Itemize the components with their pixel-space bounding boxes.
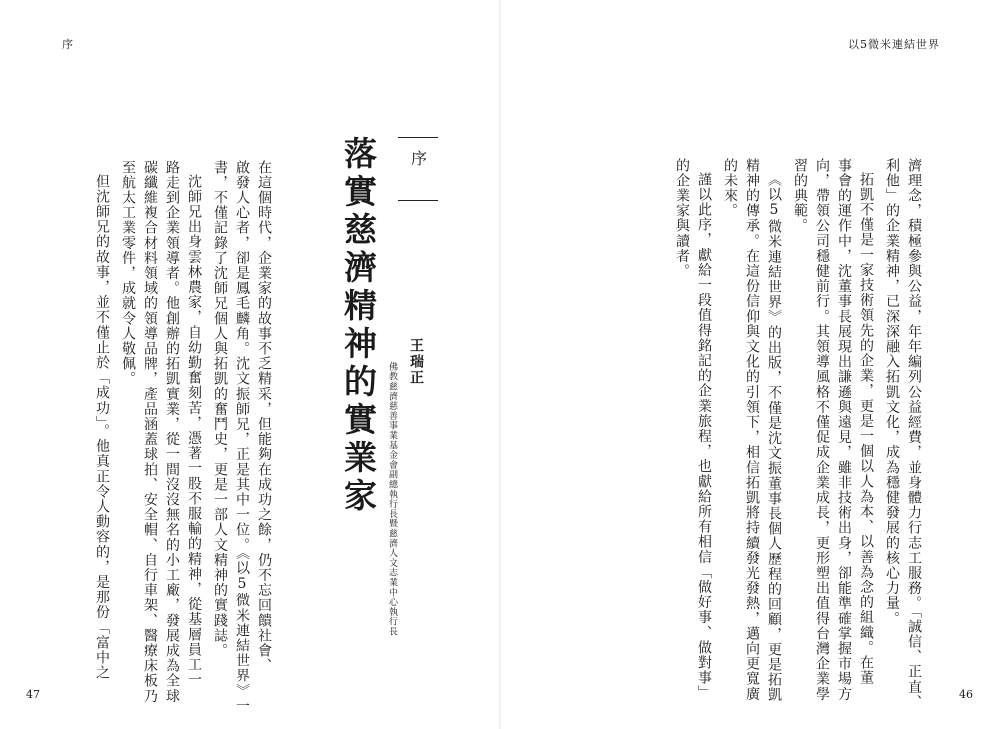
body-column: 事會的運作中，沈董事長展現出謙遜與遠見，雖非技術出身，卻能準確掌握市場方 — [836, 158, 852, 702]
right-page — [500, 0, 1000, 729]
section-label: 序 — [408, 150, 428, 168]
body-column: 精神的傳承。在這份信仰與文化的引領下，相信拓凱將持續發光發熱，邁向更寬廣 — [744, 158, 760, 702]
body-column: 沈師兄出身雲林農家，自幼勤奮刻苦，憑著一股不服輸的精神，從基層員工一 — [186, 174, 202, 688]
body-column: 但沈師兄的故事，並不僅止於「成功」。他真正令人動容的，是那份「富中之 — [94, 174, 110, 681]
author-name: 王瑞正 — [408, 338, 424, 386]
body-column: 在這個時代，企業家的故事不乏精采，但能夠在成功之餘，仍不忘回饋社會、 — [256, 160, 272, 674]
body-column: 《以5微米連結世界》的出版，不僅是沈文振董事長個人歷程的回顧，更是拓凱 — [766, 172, 782, 703]
running-head-left: 序 — [62, 38, 74, 51]
body-column: 濟理念，積極參與公益，年年編列公益經費，並身體力行志工服務。「誠信、正直、 — [906, 158, 922, 710]
body-column: 利他」的企業精神，已深深融入拓凱文化，成為穩健發展的核心力量。 — [884, 158, 900, 627]
body-column: 向，帶領公司穩健前行。其領導風格不僅促成企業成長，更形塑出值得台灣企業學 — [814, 158, 830, 702]
body-column: 至航太工業零件，成就令人敬佩。 — [120, 160, 136, 387]
author-title: 佛教慈濟慈善事業基金會副總執行長暨慈濟人文志業中心執行長 — [387, 362, 397, 637]
page-number-right: 46 — [959, 688, 973, 701]
body-column: 習的典範。 — [792, 158, 808, 234]
body-column: 書，不僅記錄了沈師兄個人與拓凱的奮鬥史，更是一部人文精神的實踐誌。 — [212, 160, 228, 659]
body-column: 路走到企業領導者。他創辦的拓凱實業，從一間沒沒無名的小工廠，發展成為全球 — [164, 160, 180, 704]
body-column: 碳纖維複合材料領域的領導品牌，產品涵蓋球拍、安全帽、自行車架、醫療床板乃 — [142, 160, 158, 704]
body-column: 謹以此序，獻給一段值得銘記的企業旅程，也獻給所有相信「做好事、做對事」 — [696, 172, 712, 701]
body-column: 的未來。 — [722, 158, 738, 219]
section-label-box — [398, 137, 438, 201]
body-column: 啟發人心者，卻是鳳毛麟角。沈文振師兄，正是其中一位。《以5微米連結世界》一 — [234, 160, 250, 714]
page-number-left: 47 — [26, 688, 40, 701]
chapter-title: 落實慈濟精神的實業家 — [339, 136, 378, 516]
body-column: 的企業家與讀者。 — [674, 158, 690, 279]
running-head-right: 以5微米連結世界 — [848, 38, 940, 51]
body-column: 拓凱不僅是一家技術領先的企業，更是一個以人為本、以善為念的組織。在董 — [858, 172, 874, 686]
